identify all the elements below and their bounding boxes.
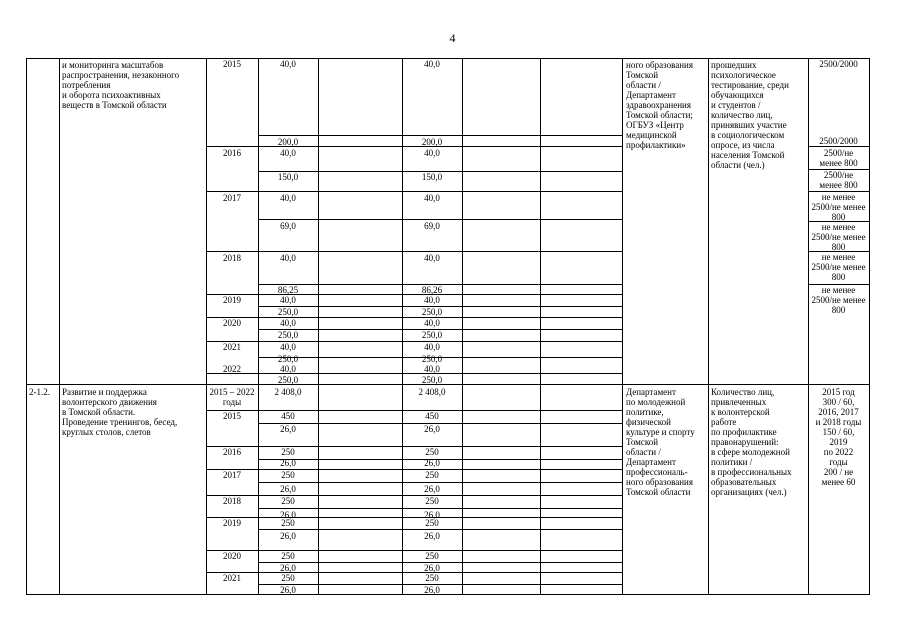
- activity-name: и мониторинга масштабов: [62, 60, 164, 70]
- year-label: 2015: [223, 59, 241, 69]
- target-value: 2500/не менее: [811, 232, 866, 242]
- amount-cell: 250: [425, 551, 439, 561]
- target-value: 2500/не: [823, 148, 854, 158]
- year-label: 2020: [223, 551, 241, 561]
- executor-text: медицинской: [626, 130, 677, 140]
- amount-cell: 40,0: [280, 342, 296, 352]
- year-label: 2021: [223, 573, 241, 583]
- target-value: 2500/не менее: [811, 262, 866, 272]
- activity-name: в Томской области.: [62, 407, 136, 417]
- rule: [462, 58, 463, 595]
- amount-cell: 26,0: [280, 531, 296, 541]
- indicator-text: принявших участие: [711, 120, 787, 130]
- amount-cell: 26,0: [280, 563, 296, 573]
- target-value: 2500/не менее: [811, 202, 866, 212]
- activity-name: и оборота психоактивных: [62, 90, 161, 100]
- year-label: 2016: [223, 148, 241, 158]
- executor-text: профилактики»: [626, 140, 686, 150]
- amount-cell: 450: [425, 411, 439, 421]
- activity-name: круглых столов, слетов: [62, 427, 151, 437]
- target-value: 150 / 60,: [822, 427, 855, 437]
- indicator-text: правонарушений:: [711, 437, 779, 447]
- indicator-text: привлеченных: [711, 397, 767, 407]
- target-value: 2015 год: [822, 387, 855, 397]
- amount-cell: 250,0: [277, 375, 299, 385]
- target-value: 800: [831, 242, 846, 252]
- target-value: 2500/2000: [819, 59, 858, 69]
- year-label: 2018: [223, 253, 241, 263]
- amount-cell: 250: [425, 496, 439, 506]
- amount-cell: 26,0: [424, 585, 440, 595]
- amount-cell: 250: [281, 518, 295, 528]
- amount-cell: 250: [425, 470, 439, 480]
- amount-cell: 69,0: [424, 221, 440, 231]
- amount-cell: 26,0: [424, 424, 440, 434]
- amount-cell: 250,0: [277, 330, 299, 340]
- period-label: 2015 – 2022: [209, 387, 255, 397]
- activity-name: волонтерского движения: [62, 397, 157, 407]
- amount-cell: 250: [425, 573, 439, 583]
- target-value: годы: [829, 457, 848, 467]
- amount-cell: 250: [281, 573, 295, 583]
- indicator-text: населения Томской: [711, 150, 785, 160]
- amount-cell: 26,0: [280, 484, 296, 494]
- year-label: 2022: [223, 364, 241, 374]
- executor-text: ного образования: [626, 477, 694, 487]
- year-label: 2017: [223, 470, 241, 480]
- target-value: 800: [831, 305, 846, 315]
- target-value: и 2018 годы: [815, 417, 862, 427]
- indicator-text: обучающихся: [711, 90, 764, 100]
- indicator-text: опросе, из числа: [711, 140, 775, 150]
- executor-text: физической: [626, 417, 671, 427]
- amount-cell: 69,0: [280, 221, 296, 231]
- indicator-text: к волонтерской: [711, 407, 770, 417]
- amount-cell: 86,26: [421, 285, 443, 295]
- executor-text: ОГБУЗ «Центр: [626, 120, 684, 130]
- target-value: не менее: [821, 222, 856, 232]
- target-value: 2019: [829, 437, 848, 447]
- activity-name: Развитие и поддержка: [62, 387, 147, 397]
- activity-name: потребления: [62, 80, 111, 90]
- executor-text: области /: [626, 80, 661, 90]
- amount-cell: 150,0: [277, 172, 299, 182]
- year-label: 2015: [223, 411, 241, 421]
- activity-name: веществ в Томской области: [62, 100, 167, 110]
- amount-cell: 40,0: [424, 295, 440, 305]
- amount-cell: 40,0: [424, 342, 440, 352]
- indicator-text: политики /: [711, 457, 753, 467]
- amount-cell: 250,0: [277, 307, 299, 317]
- executor-text: ного образования: [626, 60, 694, 70]
- amount-cell: 40,0: [424, 193, 440, 203]
- target-value: 200 / не: [823, 467, 854, 477]
- amount-cell: 250,0: [421, 330, 443, 340]
- target-value: 2016, 2017: [818, 407, 859, 417]
- amount-cell: 250,0: [421, 354, 443, 364]
- rule: [258, 508, 623, 509]
- executor-text: Томской области: [626, 487, 691, 497]
- indicator-text: прошедших: [711, 60, 757, 70]
- target-value: не менее: [821, 192, 856, 202]
- amount-cell: 250: [281, 496, 295, 506]
- rule: [622, 58, 623, 595]
- amount-cell: 26,0: [424, 484, 440, 494]
- rule: [540, 58, 541, 595]
- amount-cell: 40,0: [280, 318, 296, 328]
- executor-text: Департамент: [626, 387, 676, 397]
- amount-cell: 40,0: [424, 364, 440, 374]
- amount-cell: 250: [281, 447, 295, 457]
- executor-text: области /: [626, 447, 661, 457]
- amount-cell: 250,0: [421, 375, 443, 385]
- target-value: менее 800: [819, 180, 858, 190]
- target-value: по 2022: [823, 447, 854, 457]
- amount-cell: 2 408,0: [274, 387, 302, 397]
- period-label: годы: [222, 397, 242, 407]
- amount-cell: 40,0: [280, 364, 296, 374]
- amount-cell: 250: [425, 447, 439, 457]
- amount-cell: 200,0: [421, 137, 443, 147]
- target-value: менее 60: [821, 477, 856, 487]
- rule: [869, 58, 870, 595]
- year-label: 2018: [223, 496, 241, 506]
- row-number: 2-1.2.: [29, 387, 50, 397]
- executor-text: Томской: [626, 70, 659, 80]
- amount-cell: 250: [281, 551, 295, 561]
- amount-cell: 86,25: [277, 285, 299, 295]
- indicator-text: психологическое: [711, 70, 776, 80]
- executor-text: Департамент: [626, 457, 676, 467]
- rule: [708, 58, 709, 595]
- amount-cell: 40,0: [424, 318, 440, 328]
- year-label: 2016: [223, 447, 241, 457]
- rule: [258, 135, 623, 136]
- amount-cell: 40,0: [280, 295, 296, 305]
- amount-cell: 150,0: [421, 172, 443, 182]
- rule: [258, 482, 623, 483]
- executor-text: профессиональ-: [626, 467, 688, 477]
- year-label: 2019: [223, 518, 241, 528]
- indicator-text: тестирование, среди: [711, 80, 789, 90]
- indicator-text: в социологическом: [711, 130, 785, 140]
- year-label: 2017: [223, 193, 241, 203]
- amount-cell: 200,0: [277, 137, 299, 147]
- indicator-text: образовательных: [711, 477, 777, 487]
- activity-name: распространения, незаконного: [62, 70, 180, 80]
- amount-cell: 450: [281, 411, 295, 421]
- activity-name: Проведение тренингов, бесед,: [62, 417, 178, 427]
- year-label: 2021: [223, 342, 241, 352]
- amount-cell: 40,0: [280, 193, 296, 203]
- amount-cell: 40,0: [280, 59, 296, 69]
- target-value: не менее: [821, 285, 856, 295]
- amount-cell: 250,0: [277, 354, 299, 364]
- target-value: 2500/не менее: [811, 295, 866, 305]
- rule: [258, 219, 623, 220]
- indicator-text: количество лиц,: [711, 110, 773, 120]
- amount-cell: 40,0: [424, 148, 440, 158]
- indicator-text: области (чел.): [711, 160, 765, 170]
- indicator-text: организациях (чел.): [711, 487, 787, 497]
- amount-cell: 26,0: [280, 585, 296, 595]
- rule: [26, 58, 27, 595]
- rule: [206, 251, 623, 252]
- year-label: 2019: [223, 295, 241, 305]
- amount-cell: 40,0: [280, 148, 296, 158]
- target-value: 300 / 60,: [822, 397, 855, 407]
- year-label: 2020: [223, 318, 241, 328]
- amount-cell: 40,0: [280, 253, 296, 263]
- indicator-text: и студентов /: [711, 100, 761, 110]
- amount-cell: 26,0: [280, 458, 296, 468]
- executor-text: здравоохранения: [626, 100, 692, 110]
- target-value: 2500/не: [823, 170, 854, 180]
- amount-cell: 26,0: [424, 531, 440, 541]
- executor-text: по молодежной: [626, 397, 686, 407]
- rule: [258, 529, 623, 530]
- amount-cell: 26,0: [424, 510, 440, 520]
- executor-text: политике,: [626, 407, 664, 417]
- indicator-text: в сфере молодежной: [711, 447, 790, 457]
- target-value: 800: [831, 212, 846, 222]
- target-value: менее 800: [819, 158, 858, 168]
- amount-cell: 2 408,0: [418, 387, 446, 397]
- indicator-text: Количество лиц,: [711, 387, 775, 397]
- page-number: 4: [449, 31, 456, 45]
- executor-text: культуре и спорту: [626, 427, 695, 437]
- indicator-text: в профессиональных: [711, 467, 792, 477]
- executor-text: Департамент: [626, 90, 676, 100]
- rule: [808, 146, 870, 147]
- rule: [318, 58, 319, 595]
- executor-text: Томской области;: [626, 110, 693, 120]
- target-value: 800: [831, 272, 846, 282]
- executor-text: Томской: [626, 437, 659, 447]
- indicator-text: по профилактике: [711, 427, 777, 437]
- amount-cell: 250: [425, 518, 439, 528]
- rule: [59, 58, 60, 595]
- amount-cell: 40,0: [424, 253, 440, 263]
- amount-cell: 26,0: [424, 563, 440, 573]
- amount-cell: 26,0: [424, 458, 440, 468]
- amount-cell: 250,0: [421, 307, 443, 317]
- rule: [206, 191, 623, 192]
- target-value: 2500/2000: [819, 136, 858, 146]
- amount-cell: 26,0: [280, 510, 296, 520]
- target-value: не менее: [821, 252, 856, 262]
- amount-cell: 250: [281, 470, 295, 480]
- amount-cell: 26,0: [280, 424, 296, 434]
- indicator-text: работе: [711, 417, 737, 427]
- amount-cell: 40,0: [424, 59, 440, 69]
